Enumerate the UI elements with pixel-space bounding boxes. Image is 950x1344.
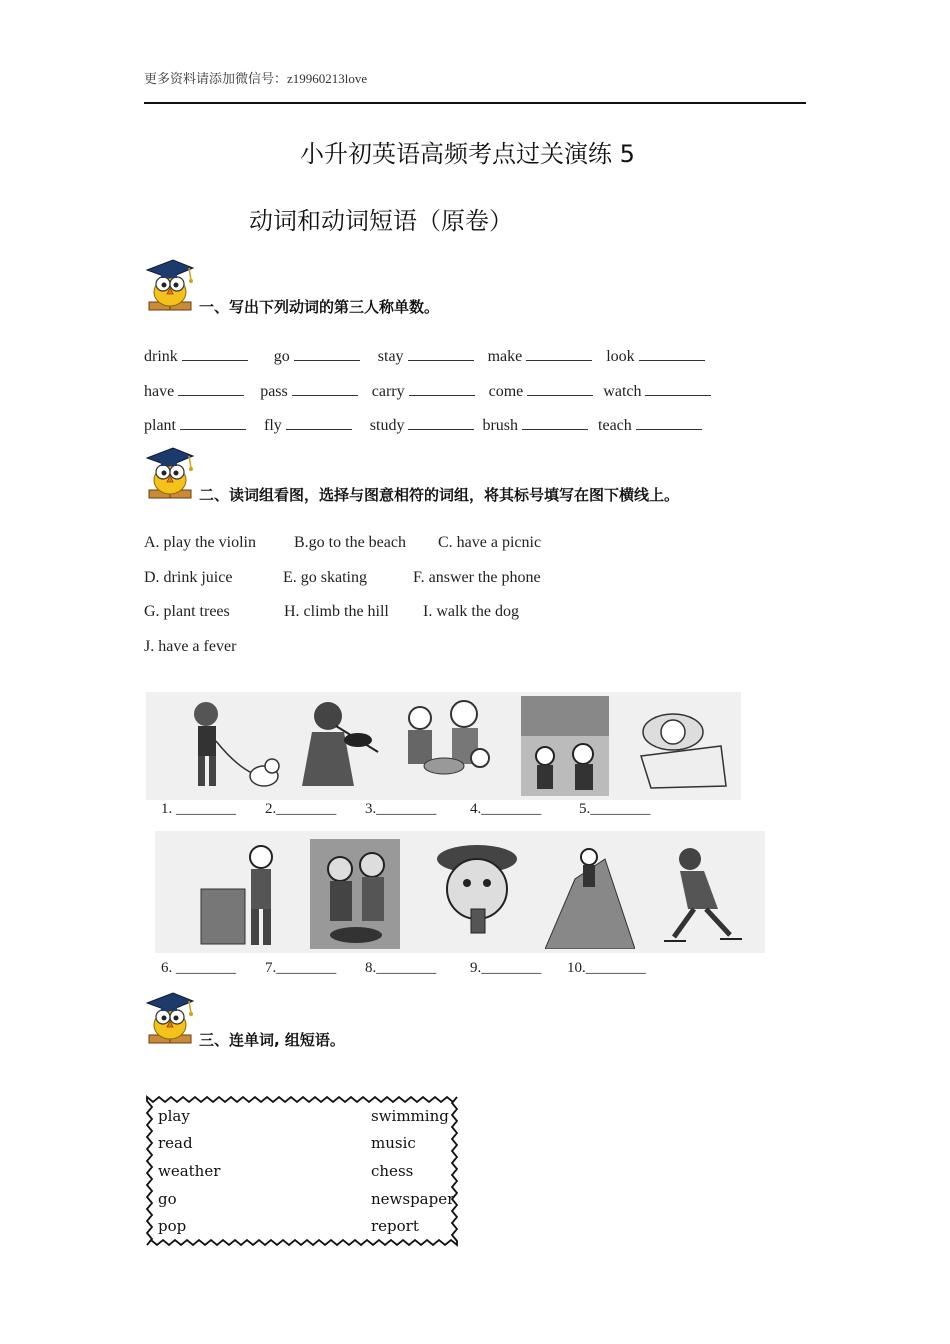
right-word[interactable]: newspaper <box>371 1190 455 1208</box>
man-answering-phone-picture <box>195 839 285 949</box>
picture-strip-1 <box>146 692 741 800</box>
section1-heading: 一、写出下列动词的第三人称单数。 <box>199 298 440 316</box>
option: C. have a picnic <box>438 534 542 551</box>
matching-box <box>146 1097 456 1245</box>
verb: study <box>369 417 405 434</box>
picture-label: 8.________ <box>365 960 437 976</box>
answer-blank[interactable] <box>286 415 352 430</box>
answer-blank[interactable] <box>292 381 358 396</box>
left-word[interactable]: go <box>158 1190 177 1208</box>
section2-heading: 二、读词组看图，选择与图意相符的词组，将其标号填写在图下横线上。 <box>199 486 680 504</box>
option: F. answer the phone <box>413 569 541 586</box>
verb: fly <box>264 417 282 434</box>
right-word[interactable]: chess <box>371 1162 414 1180</box>
verb: stay <box>377 348 404 365</box>
option: J. have a fever <box>144 638 237 655</box>
family-picnic-picture <box>398 696 498 796</box>
option-row <box>144 603 519 621</box>
man-drinking-juice-picture <box>427 839 527 949</box>
right-word[interactable]: music <box>371 1134 416 1152</box>
picture-label: 2.________ <box>265 801 337 817</box>
header-note: 更多资料请添加微信号：z19960213love <box>144 71 368 86</box>
option: E. go skating <box>283 569 367 586</box>
option: H. climb the hill <box>284 603 389 620</box>
answer-blank[interactable] <box>526 346 592 361</box>
option: A. play the violin <box>144 534 256 551</box>
answer-blank[interactable] <box>182 346 248 361</box>
picture-label: 3.________ <box>365 801 437 817</box>
verb: watch <box>603 383 642 400</box>
owl-mascot-icon <box>143 444 197 502</box>
option-row <box>144 569 541 587</box>
answer-blank[interactable] <box>408 346 474 361</box>
owl-mascot-icon <box>143 256 197 314</box>
verb: go <box>273 348 290 365</box>
option: B.go to the beach <box>294 534 406 551</box>
answer-blank[interactable] <box>639 346 705 361</box>
verb-row-1 <box>144 346 705 366</box>
verb: drink <box>144 348 178 365</box>
header-rule <box>144 102 806 104</box>
verb: have <box>144 383 175 400</box>
answer-blank[interactable] <box>527 381 593 396</box>
option: G. plant trees <box>144 603 230 620</box>
answer-blank[interactable] <box>408 415 474 430</box>
girl-skating-picture <box>660 839 750 949</box>
answer-blank[interactable] <box>409 381 475 396</box>
verb: pass <box>260 383 288 400</box>
verb: make <box>487 348 523 365</box>
left-word[interactable]: play <box>158 1107 190 1125</box>
answer-blank[interactable] <box>294 346 360 361</box>
answer-blank[interactable] <box>636 415 702 430</box>
verb: come <box>488 383 524 400</box>
right-word[interactable]: report <box>371 1217 419 1235</box>
picture-label: 9.________ <box>470 960 542 976</box>
climbing-hill-picture <box>545 839 635 949</box>
option: I. walk the dog <box>423 603 519 620</box>
verb: brush <box>482 417 519 434</box>
option: D. drink juice <box>144 569 233 586</box>
verb: plant <box>144 417 176 434</box>
answer-blank[interactable] <box>180 415 246 430</box>
picture-label: 1. ________ <box>161 801 236 817</box>
verb-row-2 <box>144 381 711 401</box>
owl-mascot-icon <box>143 989 197 1047</box>
section3-heading: 三、连单词, 组短语。 <box>199 1031 345 1049</box>
verb: teach <box>598 417 632 434</box>
left-word[interactable]: pop <box>158 1217 187 1235</box>
right-word[interactable]: swimming <box>371 1107 449 1125</box>
picture-label: 7.________ <box>265 960 337 976</box>
picture-label: 6. ________ <box>161 960 236 976</box>
left-word[interactable]: weather <box>158 1162 221 1180</box>
page-subtitle: 动词和动词短语（原卷） <box>249 207 513 235</box>
left-word[interactable]: read <box>158 1134 193 1152</box>
answer-blank[interactable] <box>522 415 588 430</box>
sick-in-bed-picture <box>631 696 731 796</box>
verb: carry <box>371 383 405 400</box>
people-planting-tree-picture <box>310 839 400 949</box>
children-at-beach-picture <box>521 696 609 796</box>
answer-blank[interactable] <box>645 381 711 396</box>
verb: look <box>606 348 635 365</box>
girl-playing-violin-picture <box>296 696 386 796</box>
picture-label: 5.________ <box>579 801 651 817</box>
picture-label: 10.________ <box>567 960 646 976</box>
picture-label: 4.________ <box>470 801 542 817</box>
verb-row-3 <box>144 415 702 435</box>
answer-blank[interactable] <box>178 381 244 396</box>
boy-walking-dog-picture <box>176 696 286 796</box>
option-row <box>144 534 541 552</box>
page-title: 小升初英语高频考点过关演练 5 <box>300 140 635 168</box>
picture-strip-2 <box>155 831 765 953</box>
option-row <box>144 638 236 656</box>
